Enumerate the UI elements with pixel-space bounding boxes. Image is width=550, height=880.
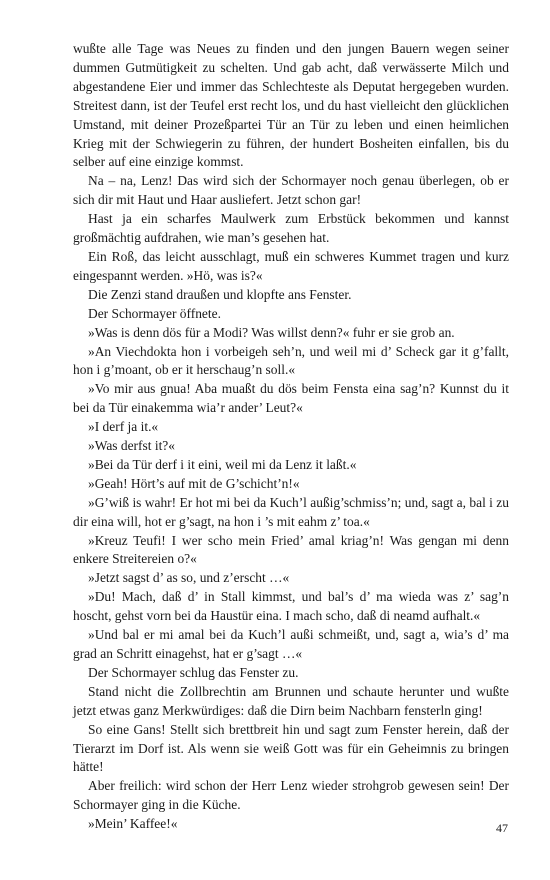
- paragraph-7: »Was is denn dös für a Modi? Was willst denn?« fuhr er sie grob an.: [88, 324, 455, 340]
- paragraph-10: »I derf ja it.«: [88, 419, 159, 435]
- paragraph-17: »Du! Mach, daß d’ in Stall kimmst, und bal’s d’ ma wieda was z’ sag’n hoscht, gehst vorn bei da Haustür eina. I mach scho, daß di neamd aufhalt.«: [73, 589, 509, 624]
- paragraph-21: So eine Gans! Stellt sich brettbreit hin und sagt zum Fenster herein, daß der Tierarzt im Dorf ist. Als wenn sie weiß Gott was für ein Geheimnis zu bringen hätte!: [73, 721, 509, 775]
- paragraph-22: Aber freilich: wird schon der Herr Lenz wieder strohgrob gewesen sein! Der Schormayer ging in die Küche.: [73, 778, 509, 813]
- paragraph-19: Der Schormayer schlug das Fenster zu.: [88, 664, 299, 680]
- paragraph-5: Die Zenzi stand draußen und klopfte ans Fenster.: [88, 286, 352, 302]
- paragraph-8: »An Viechdokta hon i vorbeigeh seh’n, und weil mi d’ Scheck gar it g’fallt, hon i g’moant, ob er it herschaug’n soll.«: [73, 343, 509, 378]
- paragraph-11: »Was derfst it?«: [88, 438, 175, 454]
- paragraph-23: »Mein’ Kaffee!«: [88, 816, 178, 832]
- page-number: 47: [496, 821, 508, 835]
- paragraph-13: »Geah! Hört’s auf mit de G’schicht’n!«: [88, 475, 300, 491]
- paragraph-20: Stand nicht die Zollbrechtin am Brunnen und schaute herunter und wußte jetzt etwas ganz Merkwürdiges: daß die Dirn beim Nachbarn fensterln ging!: [73, 683, 509, 718]
- paragraph-2: Na – na, Lenz! Das wird sich der Schormayer noch genau überlegen, ob er sich dir mit Haut und Haar ausliefert. Jetzt schon gar!: [73, 173, 509, 208]
- paragraph-15: »Kreuz Teufi! I wer scho mein Fried’ amal kriag’n! Was gengan mi denn enkere Streitereien o?«: [73, 532, 509, 567]
- paragraph-4: Ein Roß, das leicht ausschlagt, muß ein schweres Kummet tragen und kurz eingespannt werden. »Hö, was is?«: [73, 248, 509, 283]
- paragraph-1: wußte alle Tage was Neues zu finden und den jungen Bauern wegen seiner dummen Gutmütigkeit zu schelten. Und gab acht, daß verwässerte Milch und abgestandene Eier und immer das Schlechteste als Deputat hergegeben wurden. Streitest dann, ist der Teufel erst recht los, und du hast vielleicht den glücklichen Umstand, mit deiner Prozeßpartei Tür an Tür zu leben und einen heimlichen Krieg mit der Schwiegerin zu führen, der hundert Bosheiten einfallen, bis du selber auf eine einzige kommst.: [73, 41, 509, 170]
- paragraph-16: »Jetzt sagst d’ as so, und z’erscht …«: [88, 570, 290, 586]
- paragraph-9: »Vo mir aus gnua! Aba muaßt du dös beim Fensta eina sag’n? Kunnst du it bei da Tür einakemma wia’r ander’ Leut?«: [73, 381, 509, 416]
- page-body: [73, 40, 509, 834]
- paragraph-6: Der Schormayer öffnete.: [88, 305, 221, 321]
- paragraph-12: »Bei da Tür derf i it eini, weil mi da Lenz it laßt.«: [88, 456, 357, 472]
- paragraph-18: »Und bal er mi amal bei da Kuch’l außi schmeißt, und, sagt a, wia’s d’ ma grad an Schritt einagehst, hat er g’sagt …«: [73, 627, 509, 661]
- paragraph-14: »G’wiß is wahr! Er hot mi bei da Kuch’l außig’schmiss’n; und, sagt a, bal i zu dir eina will, hot er g’sagt, na hon i ’s mit eahm z’ toa.«: [73, 494, 509, 529]
- paragraph-3: Hast ja ein scharfes Maulwerk zum Erbstück bekommen und kannst großmächtig aufdrahen, wie man’s gesehen hat.: [73, 211, 509, 246]
